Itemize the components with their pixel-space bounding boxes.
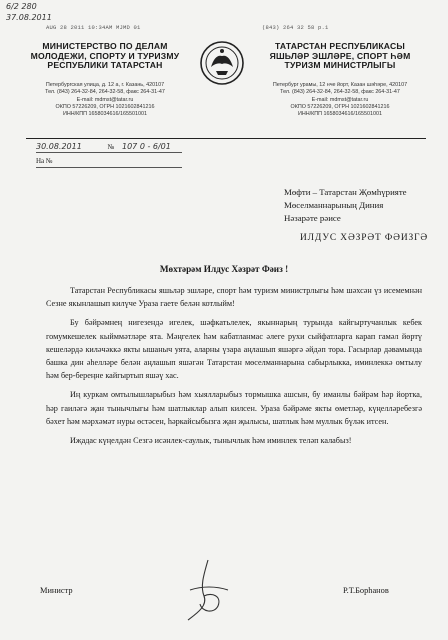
addressee-line-1: Мөфти – Татарстан Җөмһүрияте: [284, 187, 407, 197]
body-paragraph-4: Иҗадас күңелдән Сезгә исәнлек-саулык, тынычлык һәм иминлек теләп калабыз!: [70, 436, 352, 446]
letter-body: [46, 284, 422, 453]
body-paragraph-1: Татарстан Республикасы яшьләр эшләре, спорт һәм туризм министрлыгы һәм шәхсән үз исемемнән Сезне якынлашып килүче Ураза гаете белән котлыйм!: [46, 286, 422, 309]
ref-number-label: №: [107, 143, 115, 151]
addressee-name: ИЛДУС ХӘЗРӘТ ФӘИЗГӘ: [300, 233, 429, 243]
body-paragraph-3: Иң куркам омтылышларыбыз һәм хыялларыбыз тормышка ашсын, бу иманлы бәйрәм һәр йортка, һәр гаиләгә җан тынычлыгы һәм шатлыклар алып килсен. Ураза бәйрәме якты өметләр, күңелләребезгә бәхет һәм мәрхәмәт нуры өстәсен, һәркайсыбызга җан җылысы, шатлык һәм муллык бүләк итсен.: [46, 390, 422, 426]
org-title-left-1: МИНИСТЕРСТВО ПО ДЕЛАМ: [42, 41, 168, 51]
addressee-line-3: Нәзарәте рәисе: [284, 213, 341, 223]
org-title-right-1: ТАТАРСТАН РЕСПУБЛИКАСЫ: [274, 41, 406, 51]
org-detail-right-2: Тел. (843) 264-32-84, 264-32-58, факс 264-31-47: [280, 89, 400, 96]
signatory-name: Р.Т.Борһанов: [343, 586, 389, 595]
signatory-title: Министр: [40, 586, 73, 595]
org-detail-left-5: ИНН/КПП 1658034616/165501001: [62, 111, 147, 118]
org-detail-left-3: E-mail: mdmst@tatar.ru: [76, 96, 134, 103]
fax-header-left: AUG 28 2011 10:34AM MJMD 01: [46, 24, 141, 31]
handwritten-signature-icon: [178, 556, 238, 626]
coat-of-arms-icon: [199, 40, 245, 86]
org-header-left: [20, 42, 190, 119]
org-detail-right-5: ИНН/КПП 1658034616/165501001: [297, 111, 382, 118]
incoming-ref-line: [36, 157, 182, 168]
body-paragraph-2: Бу бәйрәмнең нигезендә игелек, шәфкатьлелек, якыннарың турында кайгыртучанлык кебек гомумкешелек кыйммәтләре ята. Мәңгелек һәм кабатланмас әлеге рухи сыйфатларга карап гамәл йөртү кешеләрдә киләчәккә якты ышаныч уята, аларны үзара аңлашып яшәргә әйдәп тора. Гасырлар дәвамында башка дин әһелләре белән аңлашып яшәгән Татарстан мөселманнарына сабырлыкка, иминлеккә омтылу һәм бер-береңне кайгыртып яшәү хас.: [46, 318, 422, 381]
org-title-left-3: РЕСПУБЛИКИ ТАТАРСТАН: [47, 60, 163, 71]
addressee-line-2: Мөселманнарының Диния: [284, 200, 384, 210]
org-header-right: [250, 42, 430, 119]
org-detail-right-3: E-mail: mdmst@tatar.ru: [311, 96, 369, 103]
org-detail-left-1: Петербургская улица, д. 12 а, г. Казань, 420107: [45, 81, 165, 88]
handwritten-ref-number: 107 0 - 6/01: [122, 142, 171, 151]
fax-header-right: (843) 264 32 58 p.1: [262, 24, 329, 31]
greeting: Мөхтәрәм Илдус Хәзрәт Фәиз !: [159, 264, 289, 274]
handwritten-ref-date: 30.08.2011: [36, 142, 82, 151]
org-title-right-2: ЯШЬЛӘР ЭШЛӘРЕ, СПОРТ ҺӘМ: [269, 50, 411, 61]
date-ref-line: [36, 142, 182, 153]
handwritten-date: 37.08.2011: [6, 13, 52, 22]
header-divider: [26, 138, 426, 139]
org-detail-left-2: Тел. (843) 264-32-84, 264-32-58, факс 264-31-47: [45, 89, 165, 96]
org-title-left-2: МОЛОДЕЖИ, СПОРТУ И ТУРИЗМУ: [30, 50, 180, 61]
org-detail-left-4: ОКПО 57226209, ОГРН 1021602841216: [55, 104, 155, 110]
org-title-right-3: ТУРИЗМ МИНИСТРЛЫГЫ: [284, 60, 396, 71]
incoming-ref-label: На №: [36, 157, 53, 165]
org-detail-right-4: ОКПО 57226209, ОГРН 1021602841216: [290, 104, 390, 110]
org-detail-right-1: Петербург урамы, 12 нче йорт, Казан шәһәре, 420107: [272, 81, 408, 88]
addressee-block: [284, 186, 444, 225]
handwritten-note: 6/2 280: [6, 2, 37, 11]
